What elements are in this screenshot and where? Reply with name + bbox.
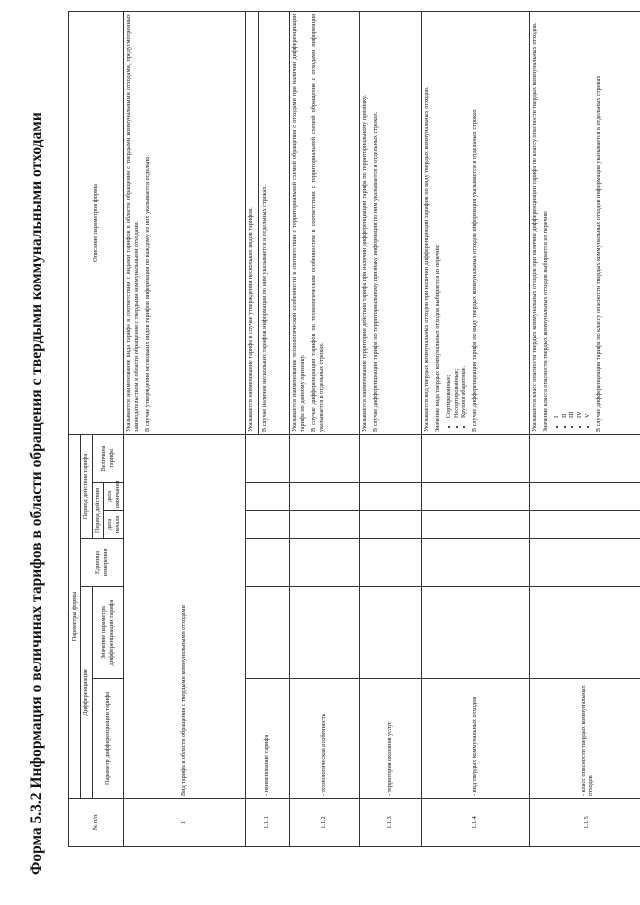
- desc-paragraph: В случае дифференциации тарифа по классу опасности твердых коммунальных отходов информация указывается в отдельных строках: [594, 75, 602, 432]
- cell-empty: [245, 511, 289, 539]
- desc-paragraph: Указывается наименование технологической особенности в соответствии с территориальной схемой обращения с отходами при наличии дифференциации тарифа по данному признаку.: [291, 13, 306, 432]
- form-title: Форма 5.3.2 Информация о величинах тарифов в области обращения с твердыми коммунальными отходами: [28, 112, 45, 875]
- row-param: - технологическая особенность: [289, 679, 359, 799]
- table-row: [123, 11, 245, 846]
- cell-empty: [289, 539, 359, 587]
- desc-paragraph: В случае наличия нескольких тарифов информация по ним указывается в отдельных строках.: [261, 184, 268, 432]
- form-table: [68, 11, 640, 847]
- cell-empty: [359, 511, 421, 539]
- cell-empty: [529, 434, 640, 482]
- list-item: • III: [568, 14, 576, 418]
- row-description: [123, 11, 245, 434]
- header-diff: Дифференциация: [80, 587, 92, 799]
- header-unit: Единица измерения: [80, 539, 123, 587]
- cell-empty: [529, 587, 640, 679]
- row-description: [245, 11, 289, 434]
- row-num: 1: [123, 799, 245, 847]
- header-params: Параметры формы: [69, 434, 81, 798]
- desc-list-title: Значение вида твердых коммунальных отходов выбирается из перечня:: [434, 244, 441, 432]
- row-param: - класс опасности твердых коммунальных отходов: [529, 679, 640, 799]
- row-param: - территория оказания услуг: [359, 679, 421, 799]
- desc-paragraph: Указывается наименование территории действия тарифа при наличии дифференциации тарифа по территориальному признаку.: [361, 95, 369, 432]
- cell-empty: [421, 511, 529, 539]
- header-date-start: дата начала: [104, 511, 124, 539]
- list-item: • II: [561, 14, 569, 418]
- cell-empty: [529, 483, 640, 511]
- cell-empty: [359, 539, 421, 587]
- row-description: [421, 11, 529, 434]
- row-num: 1.1.4: [421, 799, 529, 847]
- cell-empty: [421, 434, 529, 482]
- row-num: 1.1.2: [289, 799, 359, 847]
- desc-list: [553, 14, 592, 418]
- desc-paragraph: Указывается вид твердых коммунальных отходов при наличии дифференциации тарифов по виду твердых коммунальных отходов.: [423, 86, 431, 432]
- cell-empty: [359, 483, 421, 511]
- header-date-end: дата окончания: [104, 483, 124, 511]
- cell-empty: [359, 587, 421, 679]
- row-param: - наименование тарифа: [245, 679, 289, 799]
- cell-empty: [245, 483, 289, 511]
- desc-paragraph: Указывается наименование тарифа в случае утверждения нескольких видов тарифов.: [247, 207, 255, 432]
- row-description: [359, 11, 421, 434]
- table-row: [529, 11, 640, 846]
- desc-list: [445, 14, 468, 418]
- header-period: Период действия: [92, 483, 104, 539]
- cell-empty: [289, 511, 359, 539]
- cell-empty: [421, 483, 529, 511]
- cell-empty: [245, 434, 289, 482]
- row-param: Вид тарифа в области обращения с твердыми коммунальными отходами: [123, 434, 245, 798]
- cell-empty: [245, 587, 289, 679]
- row-description: [289, 11, 359, 434]
- cell-empty: [421, 539, 529, 587]
- row-param: - вид твердых коммунальных отходов: [421, 679, 529, 799]
- cell-empty: [359, 434, 421, 482]
- row-num: 1.1.5: [529, 799, 640, 847]
- desc-paragraph: Указывается класс опасности твердых коммунальных отходов при наличии дифференциации тарифа по классу опасности твердых коммунальных отходов.: [531, 22, 539, 432]
- desc-list-title: Значение класса опасности твердых коммунальных отходов выбирается из перечня:: [542, 210, 549, 432]
- cell-empty: [289, 434, 359, 482]
- cell-empty: [289, 483, 359, 511]
- header-tariff-value: Величина тарифа: [92, 434, 123, 482]
- cell-empty: [289, 587, 359, 679]
- list-item: • I: [553, 14, 561, 418]
- list-item: • Крупногабаритные.: [460, 14, 468, 418]
- table-row: [421, 11, 529, 846]
- desc-paragraph: В случае дифференциации тарифов по технологическим особенностям в соответствии с территориальной схемой обращения с отходами информация указывается в отдельных строках.: [309, 13, 325, 432]
- cell-empty: [529, 539, 640, 587]
- header-description: Описание параметров формы: [69, 11, 124, 434]
- desc-paragraph: В случае дифференциации тарифа по территориальному признаку информация по ним указывается в отдельных строках.: [372, 111, 379, 432]
- desc-paragraph: В случае дифференциации тарифа по виду твердых коммунальных отходов информация указывается в отдельных строках: [471, 109, 478, 432]
- list-item: • Сортированные;: [445, 14, 453, 418]
- table-row: [289, 11, 359, 846]
- list-item: • IV: [576, 14, 584, 418]
- divider: [258, 12, 259, 434]
- cell-empty: [421, 587, 529, 679]
- list-item: • V: [584, 14, 592, 418]
- cell-empty: [529, 511, 640, 539]
- header-num: № п/п: [69, 799, 124, 847]
- row-description: [529, 11, 640, 434]
- header-value-param: Значение параметра дифференциации тарифа: [92, 587, 123, 679]
- table-row: [359, 11, 421, 846]
- cell-empty: [245, 539, 289, 587]
- table-row: [245, 11, 289, 846]
- desc-paragraph: В случае утверждения нескольких видов тарифов информация по каждому из них указывается отдельно.: [143, 155, 151, 432]
- list-item: • Несортированные;: [453, 14, 461, 418]
- row-num: 1.1.1: [245, 799, 289, 847]
- desc-paragraph: Указывается наименование вида тарифа в соответствии с видами тарифов в области обращения с твердыми коммунальными отходами, предусмотренных законодательством в области обращения с твердыми коммунальными отходами.: [125, 13, 140, 432]
- header-param-diff: Параметр дифференциации тарифа: [92, 679, 123, 799]
- row-num: 1.1.3: [359, 799, 421, 847]
- header-period-group: Период действия тарифа: [80, 434, 92, 538]
